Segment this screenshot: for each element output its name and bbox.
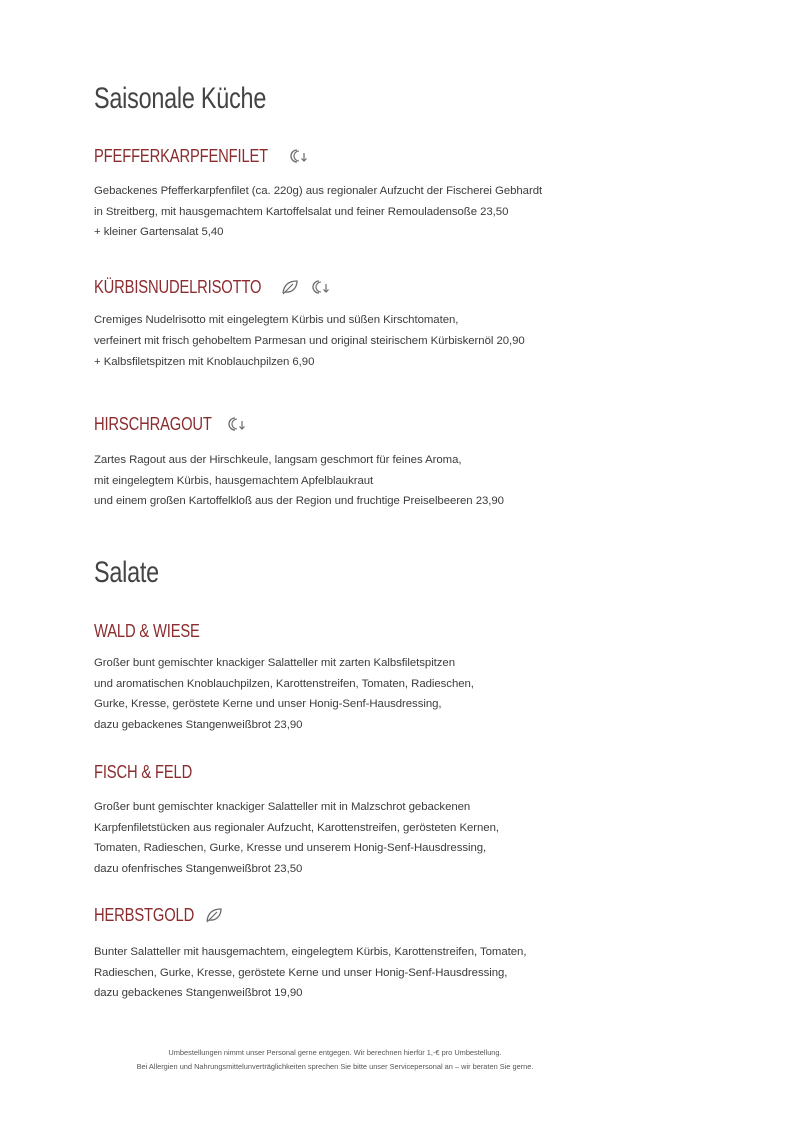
dish-description: Cremiges Nudelrisotto mit eingelegtem Kürbis und süßen Kirschtomaten, verfeinert mit frisch gehobeltem Parmesan und original steirischem Kürbiskernöl 20,90: [94, 314, 525, 347]
dish-name: HERBSTGOLD: [94, 905, 195, 925]
dish-title-fisch-feld: [94, 761, 214, 783]
footer-line-rebooking: Umbestellungen nimmt unser Personal gerne entgegen. Wir berechnen hierfür 1,-€ pro Umbestellung.: [168, 1048, 502, 1057]
dish-description: Großer bunt gemischter knackiger Salatteller mit zarten Kalbsfiletspitzen und aromatischen Knoblauchpilzen, Karottenstreifen, Tomaten, Radieschen, Gurke, Kresse, geröstete Kerne und unser Honig-Senf-Hausdressing, dazu gebackenes Stangenweißbrot 23,90: [94, 657, 474, 731]
dish-title-hirschragout: [94, 413, 248, 435]
lactose-free-icon: [290, 147, 310, 165]
dish-description: Gebackenes Pfefferkarpfenfilet (ca. 220g) aus regionaler Aufzucht der Fischerei Gebhardt in Streitberg, mit hausgemachtem Kartoffelsalat und feiner Remouladensoße 23,50 + kleiner Gartensalat 5,40: [94, 185, 543, 238]
dish-description: Bunter Salatteller mit hausgemachtem, eingelegtem Kürbis, Karottenstreifen, Tomaten, Radieschen, Gurke, Kresse, geröstete Kerne und unser Honig-Senf-Hausdressing, dazu gebackenes Stangenweißbrot 19,90: [94, 946, 527, 999]
vegetarian-leaf-icon: [280, 278, 300, 296]
section-title-saisonale-kueche: Saisonale Küche: [94, 82, 267, 115]
dish-name: WALD & WIESE: [94, 621, 200, 641]
dish-title-wald-wiese: [94, 620, 223, 642]
footer-line-allergies: Bei Allergien und Nahrungsmittelunverträglichkeiten sprechen Sie bitte unser Servicepersonal an – wir beraten Sie gerne.: [136, 1061, 534, 1071]
dish-title-kuerbisnudelrisotto: [94, 276, 332, 298]
vegetarian-leaf-icon: [204, 906, 224, 924]
footer-notice: [80, 1046, 590, 1073]
dish-name: FISCH & FELD: [94, 762, 193, 782]
lactose-free-icon: [312, 278, 332, 296]
dish-description: Zartes Ragout aus der Hirschkeule, langsam geschmort für feines Aroma, mit eingelegtem Kürbis, hausgemachtem Apfelblaukraut und einem großen Kartoffelkloß aus der Region und fruchtige Preiselbeeren 23,90: [94, 454, 504, 507]
dish-name: KÜRBISNUDELRISOTTO: [94, 277, 262, 297]
dish-extra: + Kalbsfiletspitzen mit Knoblauchpilzen 6,90: [94, 356, 315, 368]
lactose-free-icon: [228, 415, 248, 433]
dish-name: PFEFFERKARPFENFILET: [94, 146, 269, 166]
dish-name: HIRSCHRAGOUT: [94, 414, 212, 434]
section-title-salate: Salate: [94, 556, 159, 589]
dish-title-herbstgold: [94, 904, 224, 926]
dish-title-pfefferkarpfenfilet: [94, 145, 310, 167]
dish-description: Großer bunt gemischter knackiger Salatteller mit in Malzschrot gebackenen Karpfenfiletstücken aus regionaler Aufzucht, Karottenstreifen, gerösteten Kernen, Tomaten, Radieschen, Gurke, Kresse und unserem Honig-Senf-Hausdressing, dazu ofenfrisches Stangenweißbrot 23,50: [94, 801, 499, 875]
